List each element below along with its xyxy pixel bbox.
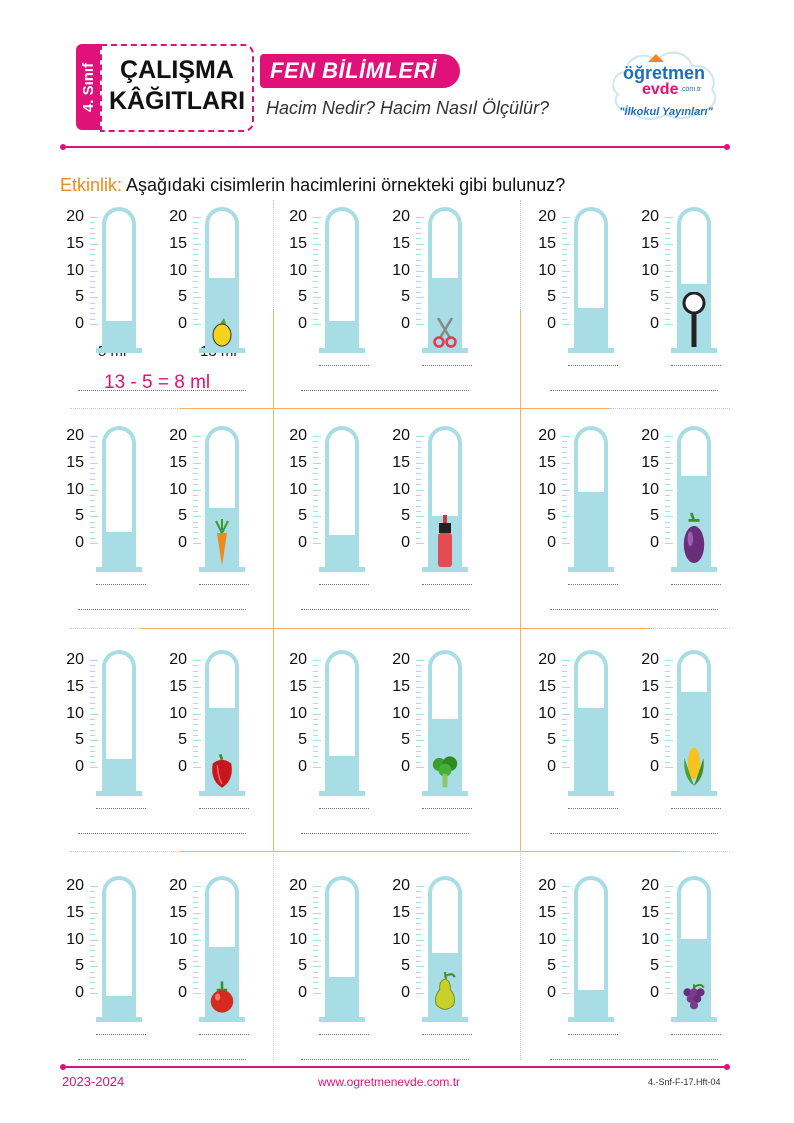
scale-ticks <box>665 886 673 1006</box>
volume-equation-blank[interactable] <box>550 833 718 834</box>
scale-ticks <box>193 436 201 556</box>
volume-answer-blank[interactable] <box>199 584 249 585</box>
grid-divider <box>610 408 730 409</box>
volume-answer-blank[interactable] <box>319 365 369 366</box>
graduated-cylinder <box>325 207 359 349</box>
volume-equation-blank[interactable] <box>550 1059 718 1060</box>
grade-label: 4. Sınıf <box>80 62 98 112</box>
scale-number: 0 <box>401 534 410 551</box>
scale-number: 0 <box>75 315 84 332</box>
broccoli-icon <box>432 751 458 791</box>
scale-number: 10 <box>392 930 410 948</box>
scale-number: 10 <box>538 480 556 498</box>
divider-dot-right <box>724 144 730 150</box>
scale-number: 15 <box>641 677 659 695</box>
scale-number: 5 <box>178 957 187 975</box>
scale-number: 5 <box>75 731 84 749</box>
cylinder-with-object <box>165 427 283 584</box>
scale-number: 5 <box>178 731 187 749</box>
volume-answer-blank[interactable] <box>96 808 146 809</box>
scale-number: 5 <box>298 288 307 306</box>
scale-ticks <box>90 436 98 556</box>
volume-equation-blank[interactable] <box>301 609 469 610</box>
cylinder-base <box>199 791 245 796</box>
scale-number: 15 <box>392 453 410 471</box>
volume-answer-blank[interactable] <box>568 808 618 809</box>
scale-ticks <box>90 660 98 780</box>
cylinder-with-object <box>637 877 755 1034</box>
scale-number: 5 <box>298 957 307 975</box>
scale-number: 20 <box>169 208 187 225</box>
corn-icon <box>681 739 707 791</box>
scale-number: 10 <box>392 704 410 722</box>
graduated-cylinder <box>574 650 608 792</box>
pear-icon <box>432 967 458 1017</box>
grid-divider <box>520 850 521 1060</box>
cylinder-water-only <box>62 208 180 365</box>
scale-number: 15 <box>641 453 659 471</box>
cylinder-water-only <box>534 651 652 808</box>
scale-ticks <box>193 660 201 780</box>
magnifier-icon <box>681 292 707 348</box>
cylinder-with-object <box>388 877 506 1034</box>
scale-number: 20 <box>538 651 556 668</box>
volume-answer-blank[interactable] <box>319 1034 369 1035</box>
scale-ticks <box>562 886 570 1006</box>
volume-answer-blank[interactable] <box>199 1034 249 1035</box>
scale-number: 20 <box>169 651 187 668</box>
scale-number: 20 <box>538 877 556 894</box>
grid-divider <box>180 851 680 852</box>
cylinder-base <box>199 348 245 353</box>
scale-number: 10 <box>392 480 410 498</box>
cylinder-base <box>319 348 365 353</box>
grapes-icon <box>681 979 707 1017</box>
cylinder-base <box>671 348 717 353</box>
scale-number: 20 <box>289 651 307 668</box>
title-box <box>100 44 254 132</box>
scale-number: 5 <box>401 957 410 975</box>
scale-number: 5 <box>650 957 659 975</box>
scale-number: 15 <box>169 453 187 471</box>
scale-number: 5 <box>547 731 556 749</box>
scale-number: 0 <box>75 534 84 551</box>
scale-number: 5 <box>178 507 187 525</box>
scale-number: 5 <box>547 288 556 306</box>
volume-answer-blank[interactable] <box>422 365 472 366</box>
graduated-cylinder <box>102 426 136 568</box>
volume-answer-blank[interactable] <box>199 808 249 809</box>
logo-main: öğretmen <box>622 63 705 83</box>
cylinder-base <box>422 348 468 353</box>
scale-number: 20 <box>538 208 556 225</box>
scale-ticks <box>416 660 424 780</box>
logo-domain: .com.tr <box>680 86 702 93</box>
grid-divider <box>650 628 730 629</box>
scale-number: 5 <box>75 507 84 525</box>
scale-ticks <box>562 436 570 556</box>
cylinder-with-object <box>165 651 283 808</box>
scale-number: 10 <box>169 480 187 498</box>
cylinder-water-only <box>285 427 403 584</box>
logo-sub: evde <box>642 81 679 98</box>
scale-number: 0 <box>401 315 410 332</box>
scale-ticks <box>90 886 98 1006</box>
divider-dot-right <box>724 1064 730 1070</box>
cylinder-base <box>96 791 142 796</box>
scale-number: 5 <box>401 507 410 525</box>
scale-number: 10 <box>66 704 84 722</box>
scale-number: 20 <box>641 651 659 668</box>
scale-number: 15 <box>392 677 410 695</box>
cylinder-water-only <box>534 208 652 365</box>
cylinder-base <box>671 1017 717 1022</box>
scale-number: 15 <box>66 903 84 921</box>
scale-ticks <box>313 886 321 1006</box>
cylinder-with-object <box>637 427 755 584</box>
scale-number: 20 <box>392 208 410 225</box>
scale-number: 0 <box>75 984 84 1001</box>
scale-ticks <box>416 217 424 337</box>
scale-number: 0 <box>650 984 659 1001</box>
volume-answer-blank[interactable] <box>319 584 369 585</box>
scale-ticks <box>416 436 424 556</box>
cylinder-with-object <box>388 427 506 584</box>
graduated-cylinder <box>574 207 608 349</box>
scale-number: 15 <box>169 903 187 921</box>
volume-answer-blank[interactable] <box>422 1034 472 1035</box>
scale-number: 10 <box>289 704 307 722</box>
cylinder-water-only <box>62 651 180 808</box>
brand-logo <box>608 42 720 134</box>
scale-number: 20 <box>641 877 659 894</box>
cylinder-base <box>319 791 365 796</box>
scale-number: 0 <box>401 984 410 1001</box>
scale-number: 10 <box>289 930 307 948</box>
scale-number: 10 <box>169 930 187 948</box>
scale-number: 20 <box>289 877 307 894</box>
scale-number: 15 <box>538 677 556 695</box>
graduated-cylinder <box>102 876 136 1018</box>
scale-number: 20 <box>289 208 307 225</box>
scale-number: 5 <box>298 507 307 525</box>
scale-number: 0 <box>298 758 307 775</box>
scale-number: 20 <box>66 877 84 894</box>
scale-number: 0 <box>650 534 659 551</box>
grid-divider <box>140 628 650 629</box>
cylinder-base <box>199 567 245 572</box>
activity-text: Aşağıdaki cisimlerin hacimlerini örnekteki gibi bulunuz? <box>126 175 566 195</box>
graduated-cylinder <box>102 207 136 349</box>
scale-number: 20 <box>641 208 659 225</box>
scale-ticks <box>193 217 201 337</box>
cylinder-base <box>96 348 142 353</box>
scale-number: 20 <box>641 427 659 444</box>
scale-number: 15 <box>66 234 84 252</box>
volume-answer-blank[interactable] <box>671 1034 721 1035</box>
cylinder-with-object <box>165 877 283 1034</box>
scale-number: 15 <box>641 903 659 921</box>
scale-ticks <box>562 660 570 780</box>
scale-number: 10 <box>641 480 659 498</box>
cylinder-water-only <box>62 877 180 1034</box>
cylinder-base <box>568 567 614 572</box>
scale-number: 20 <box>538 427 556 444</box>
scale-number: 15 <box>289 453 307 471</box>
volume-answer-blank[interactable] <box>422 584 472 585</box>
scale-number: 15 <box>641 234 659 252</box>
cylinder-with-object <box>388 651 506 808</box>
volume-answer-blank[interactable] <box>422 808 472 809</box>
scale-number: 20 <box>66 427 84 444</box>
cylinder-base <box>422 1017 468 1022</box>
volume-equation-blank[interactable] <box>78 390 246 391</box>
cylinder-water-only <box>285 651 403 808</box>
scale-number: 10 <box>538 261 556 279</box>
cylinder-base <box>671 567 717 572</box>
volume-equation-blank[interactable] <box>550 609 718 610</box>
graduated-cylinder <box>102 650 136 792</box>
lemon-icon <box>209 316 235 348</box>
grade-tab <box>76 44 102 130</box>
scale-number: 10 <box>66 261 84 279</box>
scale-number: 10 <box>66 480 84 498</box>
tomato-icon <box>209 977 235 1017</box>
scale-number: 10 <box>392 261 410 279</box>
scale-number: 0 <box>650 758 659 775</box>
volume-answer-blank[interactable] <box>96 1034 146 1035</box>
scale-number: 20 <box>392 427 410 444</box>
volume-answer-blank[interactable] <box>671 365 721 366</box>
scale-ticks <box>416 886 424 1006</box>
volume-answer-blank[interactable] <box>568 1034 618 1035</box>
graduated-cylinder <box>325 876 359 1018</box>
graduated-cylinder <box>574 426 608 568</box>
cylinder-base <box>319 567 365 572</box>
cylinder-with-object <box>165 208 283 365</box>
footer-year: 2023-2024 <box>62 1074 125 1089</box>
scale-number: 0 <box>298 534 307 551</box>
scale-ticks <box>313 217 321 337</box>
scale-number: 15 <box>392 234 410 252</box>
scale-number: 20 <box>392 877 410 894</box>
logo-tagline: "İlkokul Yayınları" <box>619 106 713 118</box>
scale-ticks <box>665 660 673 780</box>
volume-equation-blank[interactable] <box>78 1059 246 1060</box>
footer-code: 4.-Snf-F-17.Hft-04 <box>648 1077 721 1087</box>
scale-number: 10 <box>641 930 659 948</box>
scale-number: 20 <box>289 427 307 444</box>
scale-number: 5 <box>75 957 84 975</box>
footer-website[interactable]: www.ogretmenevde.com.tr <box>318 1075 461 1089</box>
topic-title: Hacim Nedir? Hacim Nasıl Ölçülür? <box>266 98 550 118</box>
grid-divider <box>70 851 180 852</box>
scale-number: 5 <box>547 507 556 525</box>
scale-number: 15 <box>538 453 556 471</box>
scale-number: 0 <box>178 315 187 332</box>
cylinder-water-only <box>534 427 652 584</box>
volume-answer-blank[interactable] <box>96 584 146 585</box>
cylinder-with-object <box>637 651 755 808</box>
scale-number: 15 <box>538 903 556 921</box>
scale-number: 0 <box>298 984 307 1001</box>
scale-number: 5 <box>401 288 410 306</box>
activity-instruction <box>60 175 565 196</box>
volume-answer-blank[interactable] <box>671 808 721 809</box>
grid-divider <box>680 851 730 852</box>
footer-divider <box>64 1066 726 1068</box>
scale-number: 10 <box>66 930 84 948</box>
scale-number: 5 <box>178 288 187 306</box>
cylinder-base <box>568 1017 614 1022</box>
scale-number: 15 <box>169 677 187 695</box>
scale-number: 0 <box>547 534 556 551</box>
volume-answer-blank[interactable] <box>671 584 721 585</box>
title-line-1: ÇALIŞMA <box>120 56 234 84</box>
scale-number: 0 <box>547 984 556 1001</box>
cylinder-with-object <box>388 208 506 365</box>
scale-number: 5 <box>650 507 659 525</box>
cylinder-base <box>199 1017 245 1022</box>
volume-equation-blank[interactable] <box>301 833 469 834</box>
scale-number: 10 <box>538 704 556 722</box>
scale-number: 10 <box>538 930 556 948</box>
volume-equation-blank[interactable] <box>301 1059 469 1060</box>
scale-number: 15 <box>538 234 556 252</box>
scale-number: 15 <box>289 903 307 921</box>
scissors-icon <box>432 316 458 348</box>
scale-ticks <box>665 436 673 556</box>
cylinder-base <box>96 1017 142 1022</box>
cylinder-water-only <box>534 877 652 1034</box>
cylinder-water-only <box>62 427 180 584</box>
scale-number: 5 <box>401 731 410 749</box>
scale-number: 15 <box>66 453 84 471</box>
scale-number: 20 <box>392 651 410 668</box>
scale-number: 10 <box>169 261 187 279</box>
grid-divider <box>520 200 521 310</box>
scale-number: 5 <box>75 288 84 306</box>
graduated-cylinder <box>574 876 608 1018</box>
activity-label: Etkinlik: <box>60 175 123 195</box>
scale-number: 15 <box>392 903 410 921</box>
scale-number: 0 <box>178 984 187 1001</box>
scale-number: 20 <box>66 208 84 225</box>
cylinder-water-only <box>285 877 403 1034</box>
marker-icon <box>432 515 458 567</box>
volume-answer-blank[interactable] <box>319 808 369 809</box>
volume-answer-blank[interactable] <box>568 584 618 585</box>
grid-divider <box>520 310 521 850</box>
scale-number: 10 <box>641 261 659 279</box>
scale-number: 0 <box>547 758 556 775</box>
scale-ticks <box>665 217 673 337</box>
grid-divider <box>70 408 180 409</box>
volume-equation-blank[interactable] <box>550 390 718 391</box>
scale-number: 0 <box>75 758 84 775</box>
scale-ticks <box>313 660 321 780</box>
scale-number: 15 <box>66 677 84 695</box>
scale-number: 5 <box>650 288 659 306</box>
scale-number: 10 <box>289 480 307 498</box>
volume-equation-blank[interactable] <box>78 609 246 610</box>
scale-ticks <box>193 886 201 1006</box>
scale-number: 0 <box>178 534 187 551</box>
cylinder-base <box>422 567 468 572</box>
scale-number: 20 <box>169 427 187 444</box>
cylinder-with-object <box>637 208 755 365</box>
title-line-2: KÂĞITLARI <box>108 87 246 115</box>
cylinder-base <box>568 791 614 796</box>
grid-divider <box>180 408 610 409</box>
carrot-icon <box>209 519 235 567</box>
graduated-cylinder <box>325 426 359 568</box>
scale-number: 5 <box>298 731 307 749</box>
cylinder-base <box>96 567 142 572</box>
scale-number: 15 <box>289 677 307 695</box>
scale-ticks <box>562 217 570 337</box>
scale-number: 20 <box>66 651 84 668</box>
scale-ticks <box>90 217 98 337</box>
volume-answer-blank[interactable] <box>568 365 618 366</box>
scale-number: 0 <box>401 758 410 775</box>
scale-number: 15 <box>169 234 187 252</box>
header-divider <box>64 146 726 148</box>
example-equation: 13 - 5 = 8 ml <box>104 372 211 393</box>
scale-number: 10 <box>289 261 307 279</box>
volume-equation-blank[interactable] <box>301 390 469 391</box>
scale-number: 0 <box>547 315 556 332</box>
scale-number: 15 <box>289 234 307 252</box>
scale-number: 10 <box>641 704 659 722</box>
cylinder-base <box>568 348 614 353</box>
scale-number: 10 <box>169 704 187 722</box>
volume-equation-blank[interactable] <box>78 833 246 834</box>
scale-ticks <box>313 436 321 556</box>
scale-number: 5 <box>650 731 659 749</box>
graduated-cylinder <box>325 650 359 792</box>
scale-number: 0 <box>298 315 307 332</box>
scale-number: 5 <box>547 957 556 975</box>
eggplant-icon <box>681 509 707 567</box>
grid-divider <box>70 628 140 629</box>
cylinder-base <box>422 791 468 796</box>
scale-number: 0 <box>650 315 659 332</box>
cylinder-base <box>671 791 717 796</box>
subject-title: FEN BİLİMLERİ <box>260 54 460 88</box>
pepper-icon <box>209 751 235 791</box>
scale-number: 20 <box>169 877 187 894</box>
cylinder-base <box>319 1017 365 1022</box>
scale-number: 0 <box>178 758 187 775</box>
cylinder-water-only <box>285 208 403 365</box>
